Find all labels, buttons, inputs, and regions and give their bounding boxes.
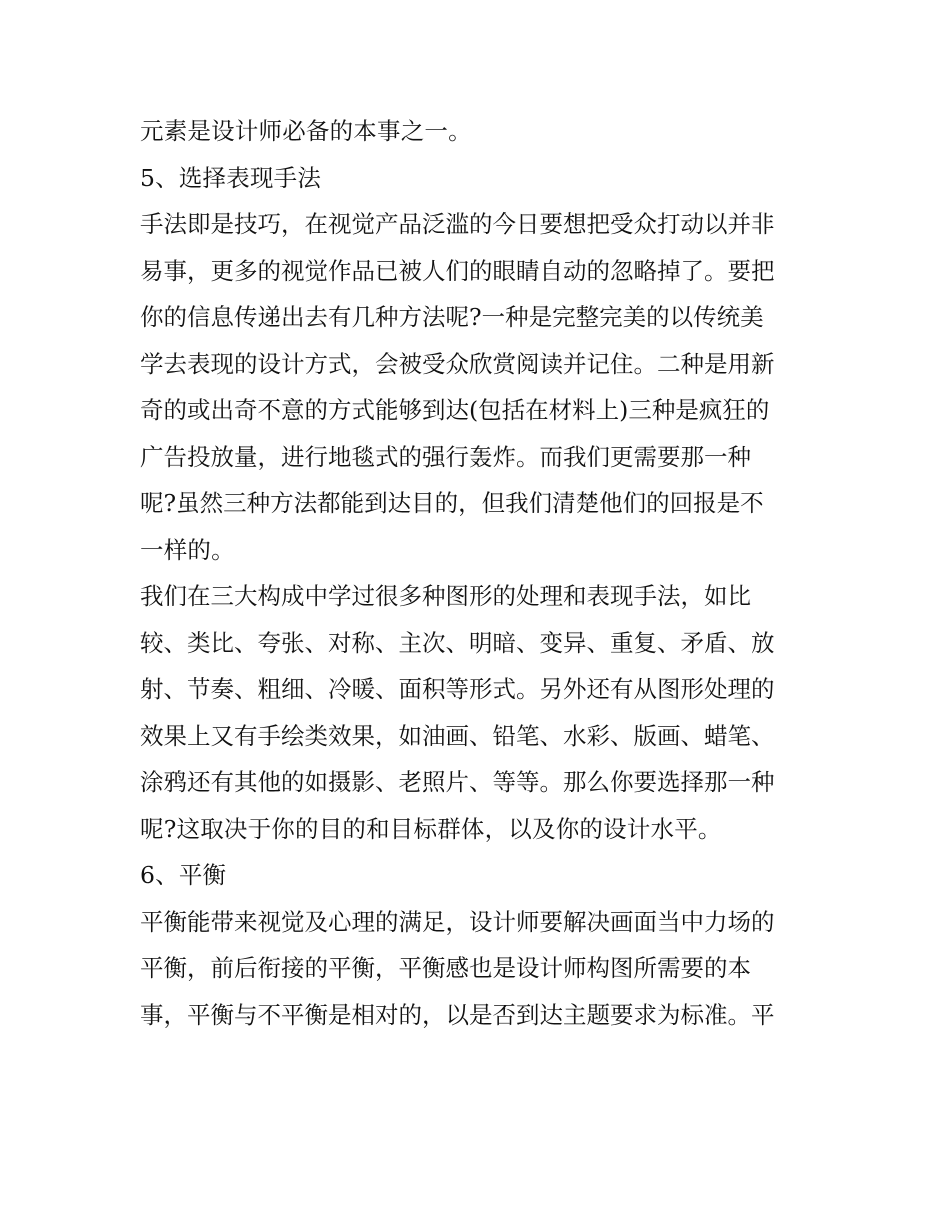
paragraph-line: 易事，更多的视觉作品已被人们的眼睛自动的忽略掉了。要把 bbox=[140, 256, 775, 285]
paragraph-line: 平衡，前后衔接的平衡，平衡感也是设计师构图所需要的本 bbox=[140, 954, 751, 982]
paragraph-line: 广告投放量，进行地毯式的强行轰炸。而我们更需要那一种 bbox=[140, 442, 751, 471]
document-body bbox=[140, 108, 820, 1038]
section-heading-5: 5、选择表现手法 bbox=[140, 163, 322, 192]
section-heading-6: 6、平衡 bbox=[140, 861, 227, 889]
paragraph-line: 学去表现的设计方式，会被受众欣赏阅读并记住。二种是用新 bbox=[140, 349, 775, 378]
paragraph-line: 效果上又有手绘类效果，如油画、铅笔、水彩、版画、蜡笔、 bbox=[140, 721, 775, 750]
paragraph-line: 呢?虽然三种方法都能到达目的，但我们清楚他们的回报是不 bbox=[140, 489, 764, 517]
paragraph-line: 较、类比、夸张、对称、主次、明暗、变异、重复、矛盾、放 bbox=[140, 628, 775, 657]
paragraph-line: 我们在三大构成中学过很多种图形的处理和表现手法，如比 bbox=[140, 582, 751, 610]
paragraph-line: 事，平衡与不平衡是相对的，以是否到达主题要求为标准。平 bbox=[140, 1000, 775, 1029]
paragraph-line: 你的信息传递出去有几种方法呢?一种是完整完美的以传统美 bbox=[140, 303, 764, 331]
paragraph-line: 奇的或出奇不意的方式能够到达(包括在材料上)三种是疯狂的 bbox=[140, 396, 770, 424]
text-line-continuation: 元素是设计师必备的本事之一。 bbox=[140, 117, 472, 145]
paragraph-line: 射、节奏、粗细、冷暖、面积等形式。另外还有从图形处理的 bbox=[140, 675, 775, 703]
paragraph-line: 呢?这取决于你的目的和目标群体，以及你的设计水平。 bbox=[140, 814, 722, 843]
paragraph-line: 手法即是技巧，在视觉产品泛滥的今日要想把受众打动以并非 bbox=[140, 210, 775, 238]
paragraph-line: 涂鸦还有其他的如摄影、老照片、等等。那么你要选择那一种 bbox=[140, 768, 775, 796]
paragraph-line: 一样的。 bbox=[140, 535, 235, 564]
paragraph-line: 平衡能带来视觉及心理的满足，设计师要解决画面当中力场的 bbox=[140, 907, 775, 936]
